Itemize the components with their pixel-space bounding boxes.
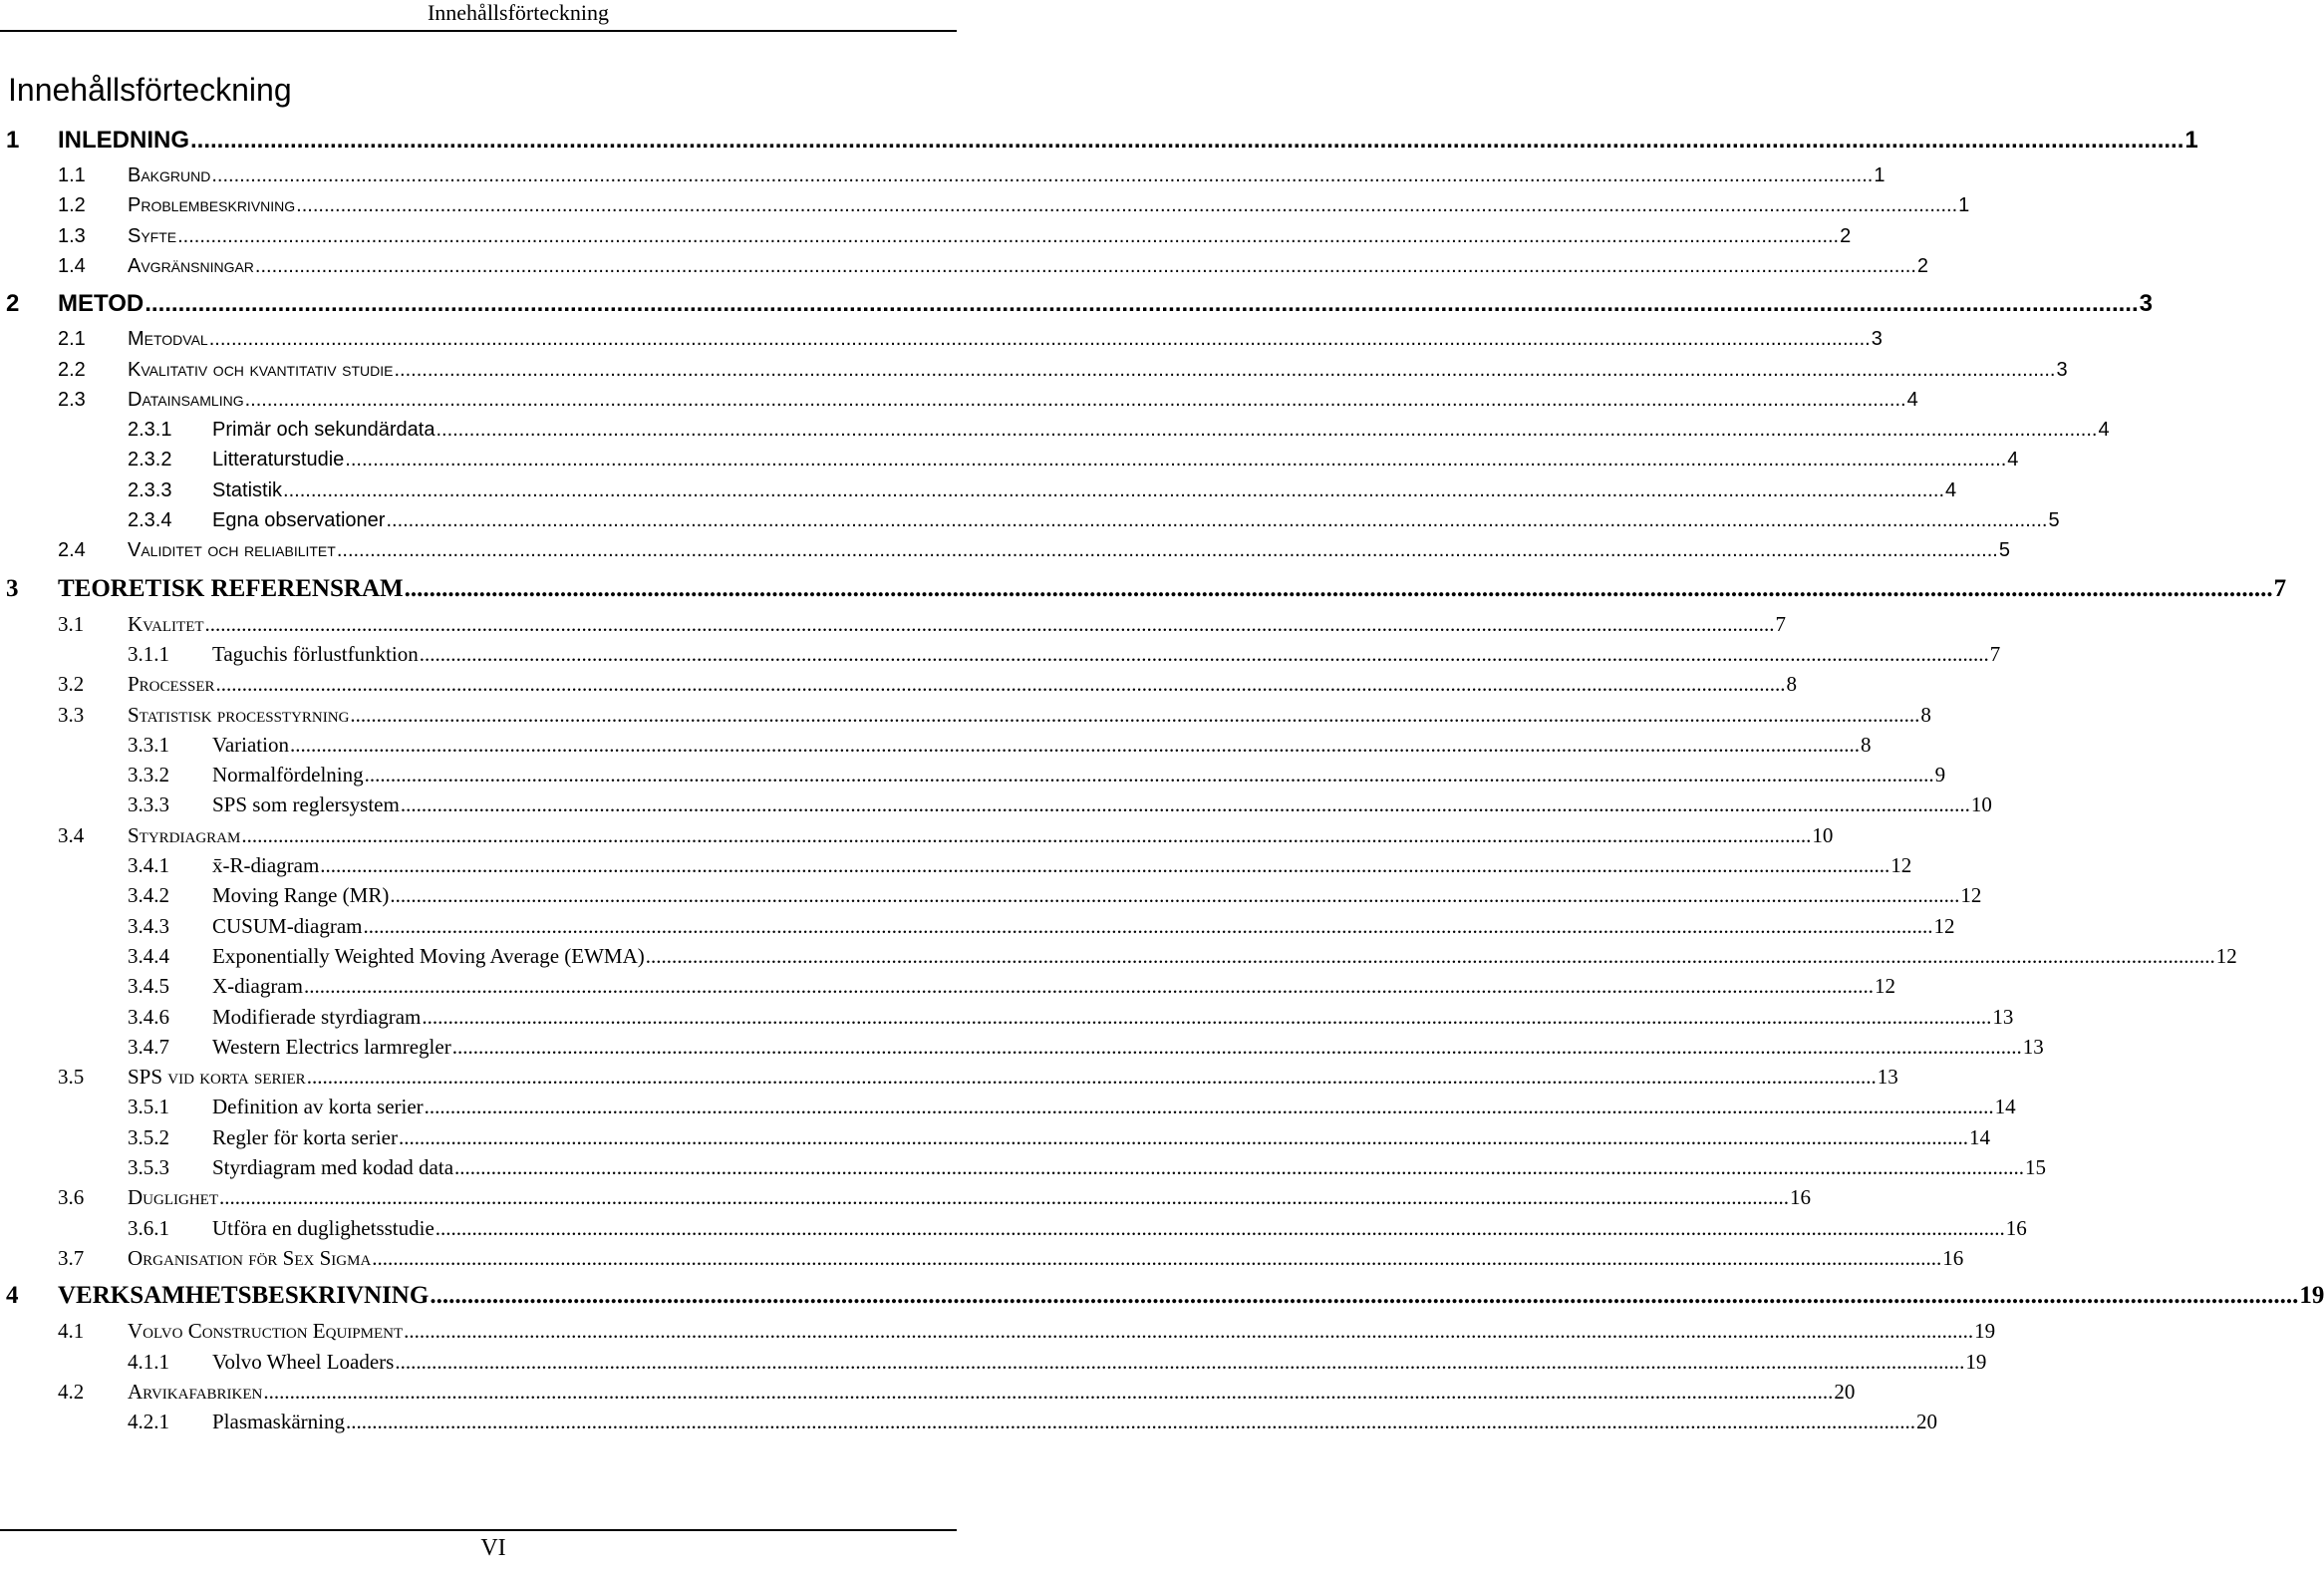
toc-entry-number: 4.1 — [58, 1319, 85, 1344]
toc-entry-title: SPS som reglersystem — [212, 792, 400, 817]
toc-entry-number: 4.2 — [58, 1379, 85, 1404]
toc-leader-dots: ............................................................................................................................................................................................................................................................................................................ — [345, 449, 2007, 472]
toc-entry-page: 8 — [1920, 702, 1931, 727]
toc-entry-number: 3.4.2 — [128, 883, 169, 908]
toc-entry-number: 2.2 — [58, 358, 86, 381]
toc-entry[interactable] — [0, 789, 1992, 819]
toc-entry[interactable] — [0, 190, 1970, 220]
toc-entry-page: 19 — [2299, 1282, 2324, 1310]
toc-leader-dots: ............................................................................................................................................................................................................................................................................................................ — [218, 1185, 1789, 1210]
toc-entry-number: 3.3.3 — [128, 792, 169, 817]
toc-entry[interactable] — [0, 1032, 2044, 1062]
toc-entry-number: 3.3.1 — [128, 732, 169, 757]
toc-entry[interactable] — [0, 289, 2153, 323]
toc-entry-title: METOD — [58, 290, 145, 318]
toc-leader-dots: ............................................................................................................................................................................................................................................................................................................ — [435, 1215, 2005, 1240]
toc-entry-page: 9 — [1934, 763, 1946, 788]
toc-entry-page: 8 — [1860, 732, 1872, 757]
toc-leader-dots: ............................................................................................................................................................................................................................................................................................................ — [645, 943, 2215, 968]
toc-entry-page: 13 — [1877, 1065, 1898, 1090]
toc-entry[interactable] — [0, 1092, 2016, 1121]
toc-entry-title: Exponentially Weighted Moving Average (EWMA) — [212, 943, 645, 968]
toc-entry-page: 7 — [1775, 611, 1787, 636]
toc-entry-title: Statistik — [212, 478, 283, 501]
toc-entry[interactable] — [0, 324, 1883, 354]
toc-entry-number: 2.3.3 — [128, 478, 172, 501]
toc-leader-dots: ............................................................................................................................................................................................................................................................................................................ — [364, 763, 1934, 788]
toc-entry-page: 16 — [1789, 1185, 1811, 1210]
toc-entry[interactable] — [0, 669, 1798, 699]
toc-entry-title: Metodval — [128, 328, 208, 351]
toc-entry-title: Primär och sekundärdata — [212, 419, 436, 442]
toc-entry-number: 3.5.3 — [128, 1155, 169, 1179]
toc-leader-dots: ............................................................................................................................................................................................................................................................................................................ — [363, 913, 1933, 938]
toc-leader-dots: ............................................................................................................................................................................................................................................................................................................ — [394, 358, 2056, 381]
toc-entry-page: 8 — [1786, 672, 1798, 697]
toc-entry-title: Kvalitativ och kvantitativ studie — [128, 358, 394, 381]
toc-entry[interactable] — [0, 415, 2110, 445]
toc-entry-number: 3.7 — [58, 1245, 85, 1270]
toc-leader-dots: ............................................................................................................................................................................................................................................................................................................ — [320, 853, 1890, 877]
toc-entry-page: 2 — [1840, 224, 1852, 247]
toc-entry-number: 3.6 — [58, 1185, 85, 1210]
toc-entry-page: 12 — [1960, 883, 1982, 908]
toc-leader-dots: ............................................................................................................................................................................................................................................................................................................ — [404, 1319, 1974, 1344]
toc-entry-number: 2.3.2 — [128, 449, 172, 472]
toc-leader-dots: ............................................................................................................................................................................................................................................................................................................ — [436, 419, 2098, 442]
toc-entry[interactable] — [0, 1213, 2027, 1243]
toc-entry-page: 1 — [1958, 194, 1970, 217]
toc-entry-number: 1.1 — [58, 164, 86, 186]
toc-leader-dots: ............................................................................................................................................................................................................................................................................................................ — [404, 574, 2273, 602]
toc-entry-number: 3.4.1 — [128, 853, 169, 877]
toc-entry-title: Bakgrund — [128, 164, 211, 186]
toc-entry-title: Validitet och reliabilitet — [128, 539, 336, 562]
toc-entry-page: 1 — [2184, 127, 2198, 154]
toc-entry[interactable] — [0, 1281, 2324, 1315]
toc-entry[interactable] — [0, 971, 1895, 1001]
toc-entry-page: 7 — [2273, 574, 2287, 602]
toc-entry-number: 4.2.1 — [128, 1410, 169, 1434]
toc-entry[interactable] — [0, 574, 2287, 608]
toc-entry[interactable] — [0, 1062, 1898, 1092]
toc-entry[interactable] — [0, 1347, 1987, 1377]
toc-entry[interactable] — [0, 1152, 2047, 1182]
toc-entry-page: 2 — [1916, 254, 1929, 277]
toc-entry-title: Datainsamling — [128, 388, 244, 411]
toc-leader-dots: ............................................................................................................................................................................................................................................................................................................ — [211, 164, 1874, 186]
page-number: VI — [480, 1535, 506, 1561]
toc-entry-number: 3.5.1 — [128, 1095, 169, 1119]
toc-entry-title: Egna observationer — [212, 509, 386, 531]
toc-entry-page: 20 — [1834, 1379, 1856, 1404]
toc-entry-title: X-diagram — [212, 974, 303, 999]
toc-entry-title: Definition av korta serier — [212, 1095, 424, 1119]
toc-entry-number: 3.1 — [58, 611, 85, 636]
toc-entry-number: 1 — [6, 127, 20, 154]
toc-entry[interactable] — [0, 911, 1955, 941]
toc-leader-dots: ............................................................................................................................................................................................................................................................................................................ — [177, 224, 1840, 247]
toc-entry-number: 3.1.1 — [128, 641, 169, 666]
toc-entry-page: 13 — [1992, 1004, 2014, 1029]
toc-entry-number: 3.3 — [58, 702, 85, 727]
toc-entry-title: Duglighet — [128, 1185, 218, 1210]
toc-entry-title: Normalfördelning — [212, 763, 364, 788]
toc-entry-title: Moving Range (MR) — [212, 883, 390, 908]
toc-entry-page: 4 — [1945, 478, 1957, 501]
toc-entry-title: x̄-R-diagram — [212, 853, 320, 877]
toc-entry-title: Processer — [128, 672, 215, 697]
toc-leader-dots: ............................................................................................................................................................................................................................................................................................................ — [372, 1245, 1942, 1270]
toc-leader-dots: ............................................................................................................................................................................................................................................................................................................ — [289, 732, 1860, 757]
toc-entry[interactable] — [0, 760, 1946, 789]
toc-leader-dots: ............................................................................................................................................................................................................................................................................................................ — [208, 328, 1871, 351]
running-header-title: Innehållsförteckning — [427, 0, 610, 25]
toc-entry-title: Statistisk processtyrning — [128, 702, 350, 727]
toc-entry[interactable] — [0, 1122, 1990, 1152]
toc-entry-page: 3 — [1871, 328, 1883, 351]
toc-entry-title: Styrdiagram — [128, 822, 241, 847]
toc-entry-number: 3.4 — [58, 822, 85, 847]
toc-entry-title: Organisation för Sex Sigma — [128, 1245, 372, 1270]
toc-entry[interactable] — [0, 1377, 1856, 1407]
toc-entry[interactable] — [0, 1407, 1937, 1436]
toc-entry-page: 1 — [1874, 164, 1886, 186]
toc-entry[interactable] — [0, 355, 2068, 385]
toc-entry-number: 3.3.2 — [128, 763, 169, 788]
toc-leader-dots: ............................................................................................................................................................................................................................................................................................................ — [204, 611, 1775, 636]
toc-entry-number: 1.3 — [58, 224, 86, 247]
toc-entry-page: 7 — [1989, 641, 2001, 666]
toc-entry[interactable] — [0, 730, 1872, 760]
toc-entry[interactable] — [0, 475, 1957, 505]
page-title: Innehållsförteckning — [8, 72, 292, 108]
toc-entry[interactable] — [0, 1002, 2014, 1032]
toc-entry-title: Variation — [212, 732, 289, 757]
toc-entry[interactable] — [0, 609, 1787, 639]
toc-leader-dots: ............................................................................................................................................................................................................................................................................................................ — [336, 539, 1998, 562]
toc-entry-page: 19 — [1974, 1319, 1996, 1344]
toc-leader-dots: ............................................................................................................................................................................................................................................................................................................ — [303, 974, 1874, 999]
toc-leader-dots: ............................................................................................................................................................................................................................................................................................................ — [390, 883, 1960, 908]
toc-entry-title: Arvikafabriken — [128, 1379, 263, 1404]
toc-entry-number: 3.5.2 — [128, 1124, 169, 1149]
toc-entry[interactable] — [0, 1182, 1811, 1212]
toc-entry-number: 3.6.1 — [128, 1215, 169, 1240]
toc-leader-dots: ............................................................................................................................................................................................................................................................................................................ — [296, 194, 1958, 217]
toc-entry-title: Modifierade styrdiagram — [212, 1004, 422, 1029]
toc-entry-page: 10 — [1970, 792, 1992, 817]
toc-leader-dots: ............................................................................................................................................................................................................................................................................................................ — [430, 1282, 2299, 1310]
toc-leader-dots: ............................................................................................................................................................................................................................................................................................................ — [345, 1410, 1915, 1434]
toc-leader-dots: ............................................................................................................................................................................................................................................................................................................ — [283, 478, 1945, 501]
toc-leader-dots: ............................................................................................................................................................................................................................................................................................................ — [424, 1095, 1994, 1119]
toc-leader-dots: ............................................................................................................................................................................................................................................................................................................ — [422, 1004, 1992, 1029]
toc-leader-dots: ............................................................................................................................................................................................................................................................................................................ — [190, 127, 2184, 154]
toc-entry[interactable] — [0, 880, 1982, 910]
toc-leader-dots: ............................................................................................................................................................................................................................................................................................................ — [395, 1349, 1965, 1374]
toc-entry-title: Utföra en duglighetsstudie — [212, 1215, 435, 1240]
toc-leader-dots: ............................................................................................................................................................................................................................................................................................................ — [399, 1124, 1968, 1149]
toc-entry[interactable] — [0, 850, 1912, 880]
toc-entry[interactable] — [0, 700, 1931, 730]
toc-leader-dots: ............................................................................................................................................................................................................................................................................................................ — [145, 290, 2139, 318]
footer-rule — [0, 1529, 957, 1531]
toc-entry-title: TEORETISK REFERENSRAM — [58, 574, 404, 602]
toc-entry-number: 3.5 — [58, 1065, 85, 1090]
toc-leader-dots: ............................................................................................................................................................................................................................................................................................................ — [451, 1034, 2022, 1059]
toc-entry[interactable] — [0, 221, 1852, 251]
toc-entry-title: VERKSAMHETSBESKRIVNING — [58, 1282, 430, 1310]
toc-entry-page: 13 — [2022, 1034, 2044, 1059]
toc-entry[interactable] — [0, 941, 2237, 971]
toc-entry[interactable] — [0, 251, 1929, 281]
toc-entry-page: 19 — [1965, 1349, 1987, 1374]
toc-entry-number: 3.4.7 — [128, 1034, 169, 1059]
toc-entry-page: 14 — [1969, 1124, 1990, 1149]
toc-leader-dots: ............................................................................................................................................................................................................................................................................................................ — [306, 1065, 1877, 1090]
toc-entry-number: 4.1.1 — [128, 1349, 169, 1374]
toc-entry-title: Problembeskrivning — [128, 194, 296, 217]
toc-entry-number: 2.3.1 — [128, 419, 172, 442]
toc-entry[interactable] — [0, 505, 2060, 535]
toc-entry-page: 3 — [2139, 290, 2153, 318]
toc-entry[interactable] — [0, 126, 2198, 159]
toc-entry-page: 20 — [1915, 1410, 1937, 1434]
toc-entry[interactable] — [0, 820, 1834, 850]
toc-entry-page: 14 — [1994, 1095, 2016, 1119]
toc-entry-title: Kvalitet — [128, 611, 204, 636]
toc-entry-page: 16 — [1942, 1245, 1964, 1270]
toc-entry-number: 3.4.6 — [128, 1004, 169, 1029]
toc-entry-number: 2.4 — [58, 539, 86, 562]
toc-entry-number: 2.3 — [58, 388, 86, 411]
toc-entry-page: 5 — [2048, 509, 2060, 531]
running-header — [0, 0, 957, 32]
toc-entry-page: 3 — [2056, 358, 2068, 381]
toc-entry[interactable] — [0, 535, 2010, 565]
toc-entry-page: 12 — [2215, 943, 2237, 968]
toc-entry-number: 4 — [6, 1282, 19, 1310]
toc-entry[interactable] — [0, 160, 1886, 190]
toc-entry-number: 1.4 — [58, 254, 86, 277]
toc-leader-dots: ............................................................................................................................................................................................................................................................................................................ — [215, 672, 1786, 697]
toc-leader-dots: ............................................................................................................................................................................................................................................................................................................ — [254, 254, 1916, 277]
toc-entry-page: 10 — [1812, 822, 1834, 847]
toc-entry-number: 1.2 — [58, 194, 86, 217]
toc-entry-page: 4 — [2007, 449, 2019, 472]
toc-entry-title: Plasmaskärning — [212, 1410, 345, 1434]
toc-entry-page: 5 — [1998, 539, 2010, 562]
toc-entry-title: Taguchis förlustfunktion — [212, 641, 419, 666]
toc-entry-title: Syfte — [128, 224, 177, 247]
toc-entry-page: 16 — [2005, 1215, 2027, 1240]
toc-leader-dots: ............................................................................................................................................................................................................................................................................................................ — [241, 822, 1812, 847]
toc-entry[interactable] — [0, 1316, 1996, 1346]
toc-entry-number: 3.4.3 — [128, 913, 169, 938]
toc-entry-number: 2.3.4 — [128, 509, 172, 531]
toc-entry-title: Volvo Construction Equipment — [128, 1319, 404, 1344]
toc-entry-number: 3 — [6, 574, 19, 602]
toc-entry-title: Volvo Wheel Loaders — [212, 1349, 395, 1374]
toc-entry[interactable] — [0, 445, 2019, 474]
toc-entry-title: CUSUM-diagram — [212, 913, 363, 938]
toc-entry-number: 3.4.5 — [128, 974, 169, 999]
toc-leader-dots: ............................................................................................................................................................................................................................................................................................................ — [419, 641, 1989, 666]
toc-entry-number: 3.4.4 — [128, 943, 169, 968]
toc-entry[interactable] — [0, 385, 1918, 415]
toc-entry-title: Avgränsningar — [128, 254, 254, 277]
toc-entry-title: Styrdiagram med kodad data — [212, 1155, 454, 1179]
toc-entry-number: 2.1 — [58, 328, 86, 351]
toc-entry-page: 4 — [2098, 419, 2110, 442]
toc-entry-title: SPS vid korta serier — [128, 1065, 306, 1090]
toc-entry-page: 12 — [1890, 853, 1912, 877]
toc-entry-number: 3.2 — [58, 672, 85, 697]
toc-entry-title: INLEDNING — [58, 127, 189, 154]
toc-entry-number: 2 — [6, 290, 20, 318]
toc-entry-title: Western Electrics larmregler — [212, 1034, 451, 1059]
toc-entry-page: 15 — [2025, 1155, 2047, 1179]
toc-leader-dots: ............................................................................................................................................................................................................................................................................................................ — [386, 509, 2048, 531]
toc-leader-dots: ............................................................................................................................................................................................................................................................................................................ — [244, 388, 1906, 411]
toc-leader-dots: ............................................................................................................................................................................................................................................................................................................ — [400, 792, 1970, 817]
toc-entry[interactable] — [0, 639, 2001, 669]
toc-entry-title: Regler för korta serier — [212, 1124, 398, 1149]
toc-leader-dots: ............................................................................................................................................................................................................................................................................................................ — [350, 702, 1920, 727]
toc-leader-dots: ............................................................................................................................................................................................................................................................................................................ — [263, 1379, 1834, 1404]
toc-entry-page: 4 — [1906, 388, 1918, 411]
toc-leader-dots: ............................................................................................................................................................................................................................................................................................................ — [454, 1155, 2025, 1179]
toc-entry-title: Litteraturstudie — [212, 449, 345, 472]
toc-entry[interactable] — [0, 1243, 1964, 1273]
toc-entry-page: 12 — [1933, 913, 1955, 938]
toc-entry-page: 12 — [1874, 974, 1895, 999]
